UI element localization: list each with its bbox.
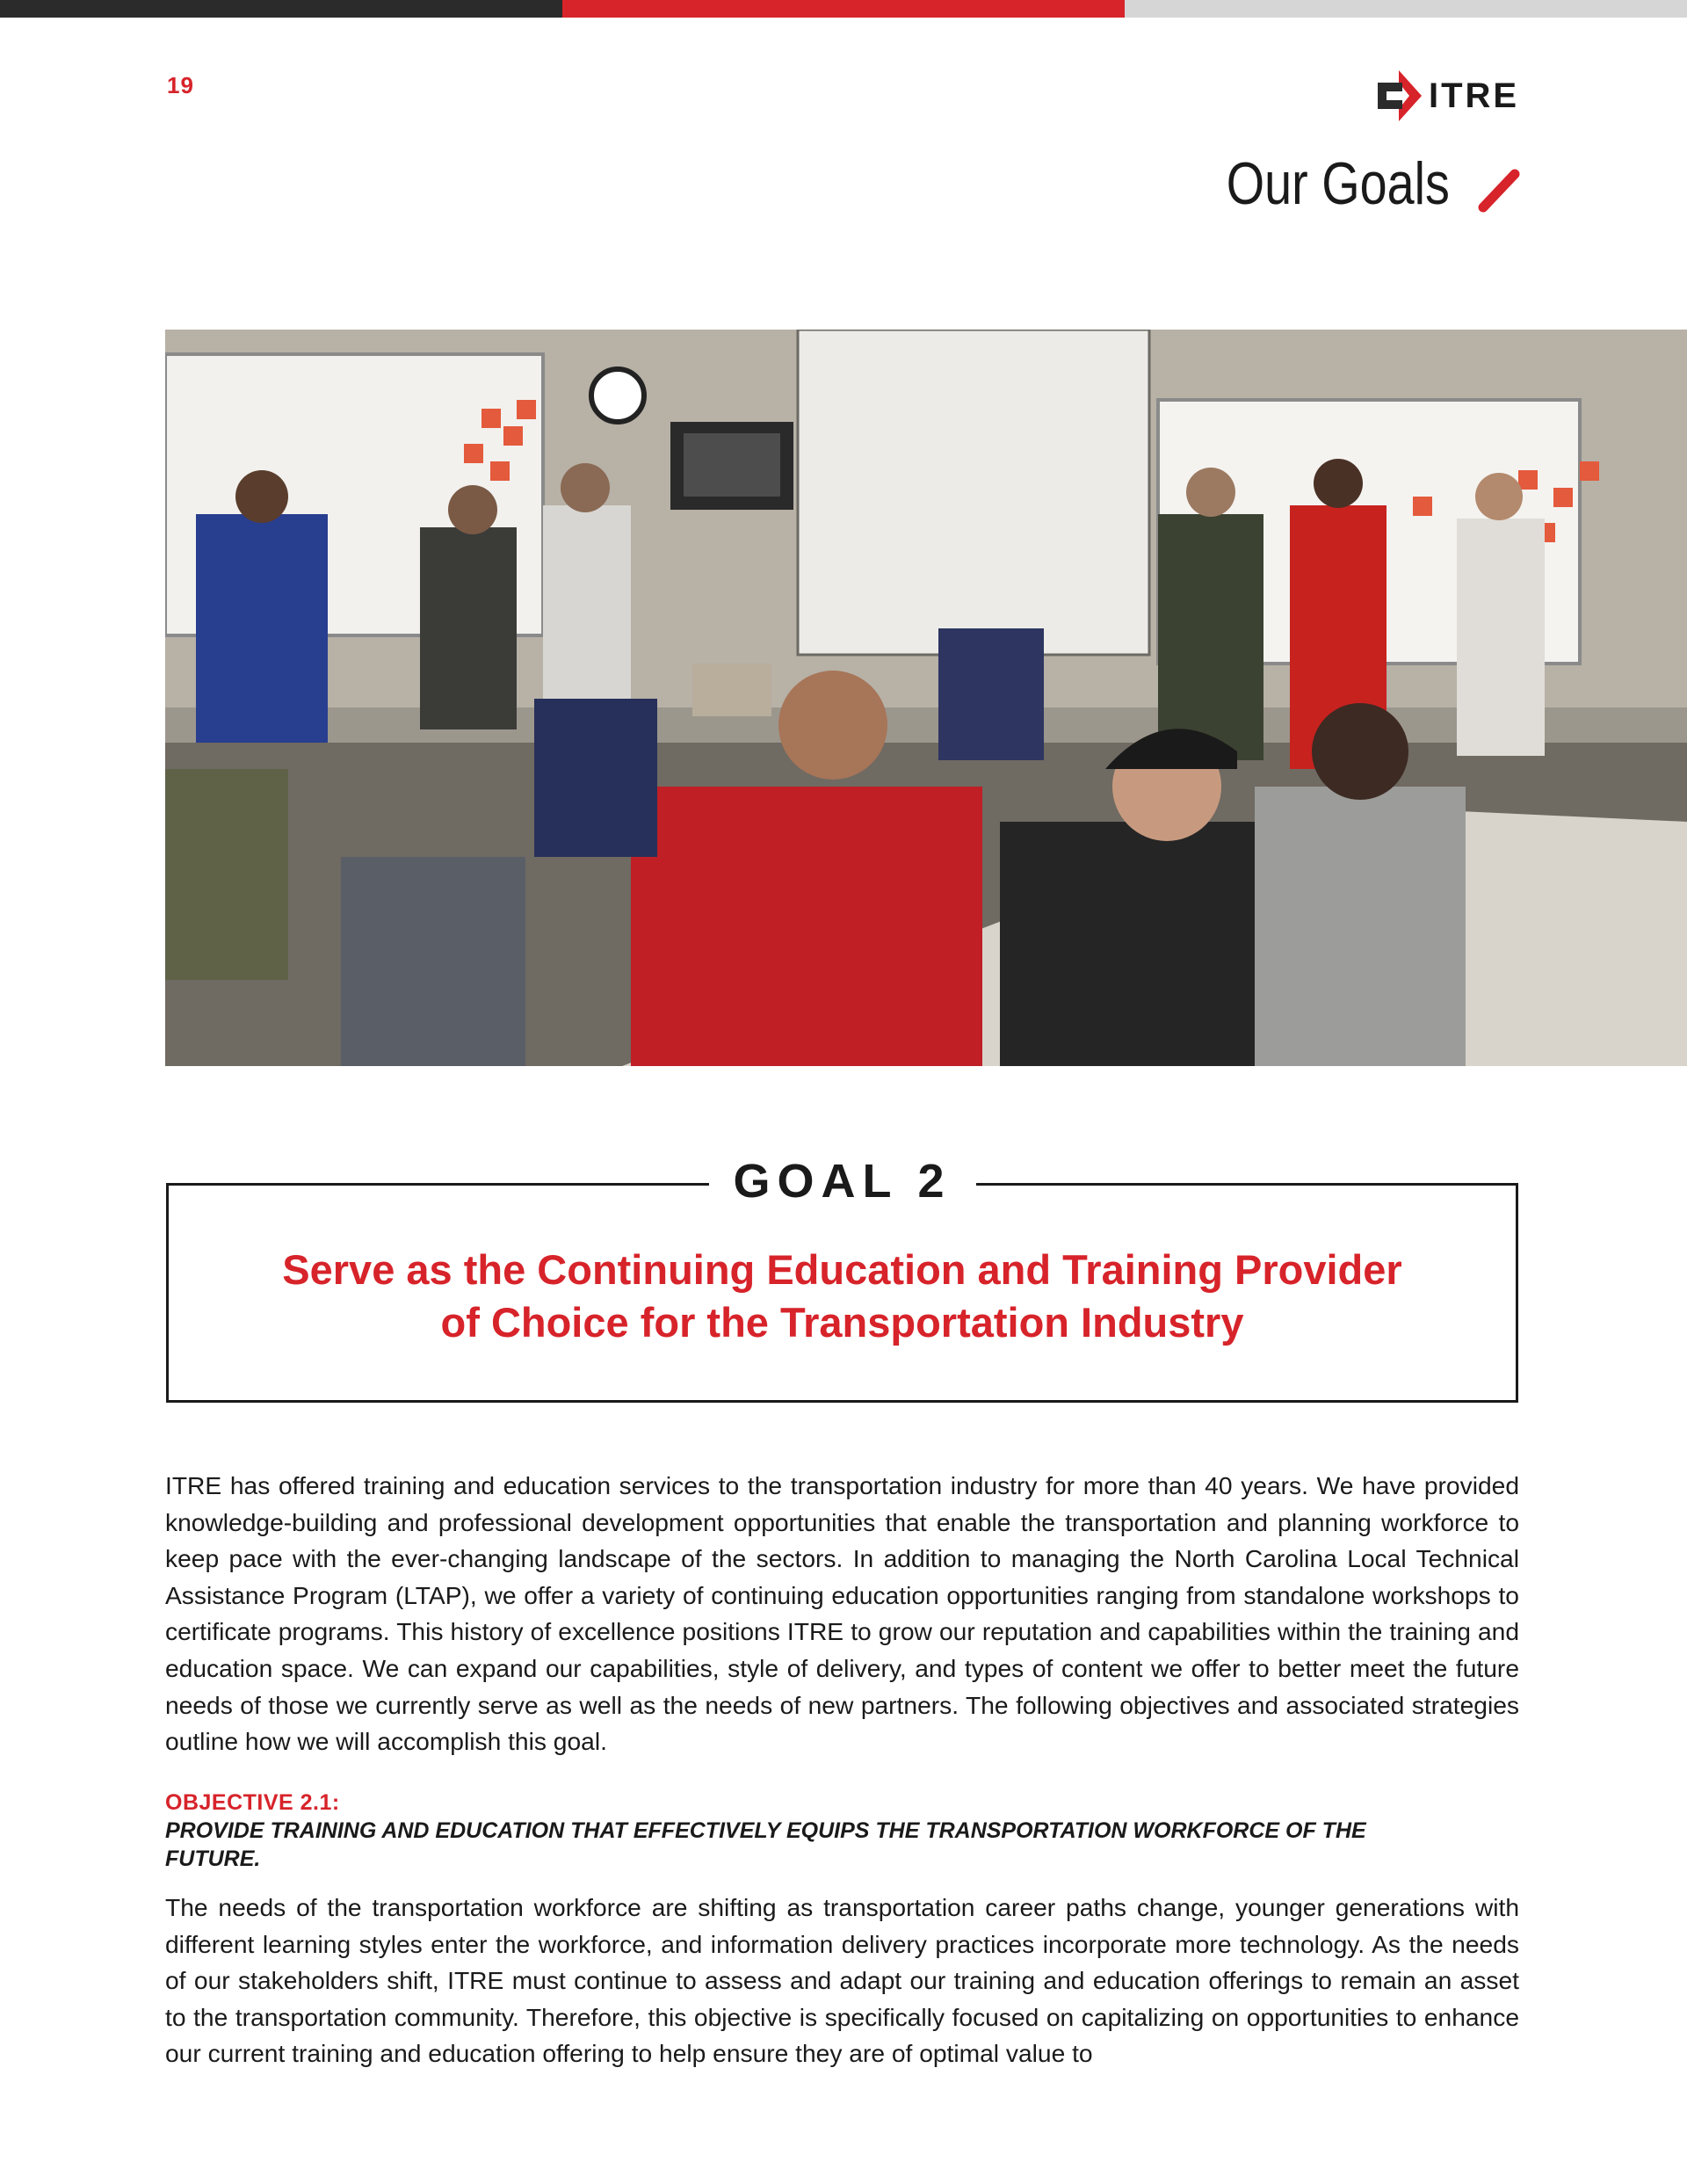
classroom-training-photo xyxy=(165,330,1687,1066)
red-slash-icon xyxy=(1473,163,1525,216)
section-title: Our Goals xyxy=(1226,150,1450,217)
itre-arrow-icon xyxy=(1376,70,1422,121)
goal-heading-line1: Serve as the Continuing Education and Training Provider xyxy=(282,1246,1402,1293)
logo-text: ITRE xyxy=(1429,76,1520,115)
top-bar-grey-segment xyxy=(1125,0,1687,18)
top-color-bar xyxy=(0,0,1687,18)
goal-heading-line2: of Choice for the Transportation Industry xyxy=(440,1299,1244,1346)
itre-logo xyxy=(1376,70,1525,121)
goal-callout-box xyxy=(166,1155,1518,1403)
objective-paragraph: The needs of the transportation workforce are shifting as transportation career paths change, younger generations with different learning styles enter the workforce, and information delivery practices incorporate more technology. As the needs of our stakeholders shift, ITRE must continue to assess and adapt our training and education offerings to remain an asset to the transportation community. Therefore, this objective is specifically focused on capitalizing on opportunities to enhance our current training and education offering to help ensure they are of optimal value to xyxy=(165,1893,1519,2068)
objective-label: OBJECTIVE 2.1: xyxy=(165,1790,340,1815)
objective-title: PROVIDE TRAINING AND EDUCATION THAT EFFECTIVELY EQUIPS THE TRANSPORTATION WORKFORCE OF THE FUTURE. xyxy=(165,1818,1366,1871)
page-number: 19 xyxy=(167,72,194,98)
goal-heading xyxy=(169,1244,1516,1349)
intro-paragraph: ITRE has offered training and education services to the transportation industry for more than 40 years. We have provided knowledge-building and professional development opportunities that enable the transportation and planning workforce to keep pace with the ever-changing landscape of the sectors. In addition to managing the North Carolina Local Technical Assistance Program (LTAP), we offer a variety of continuing education opportunities ranging from standalone workshops to certificate programs. This history of excellence positions ITRE to grow our reputation and capabilities within the training and education space. We can expand our capabilities, style of delivery, and types of content we offer to better meet the future needs of those we currently serve as well as the needs of new partners. The following objectives and associated strategies outline how we will accomplish this goal. xyxy=(165,1471,1519,1756)
top-bar-red-segment xyxy=(562,0,1125,18)
photo-illustration xyxy=(165,330,1687,1066)
goal-label: GOAL 2 xyxy=(708,1154,975,1208)
objective-block xyxy=(165,1789,1519,1873)
top-bar-dark-segment xyxy=(0,0,562,18)
